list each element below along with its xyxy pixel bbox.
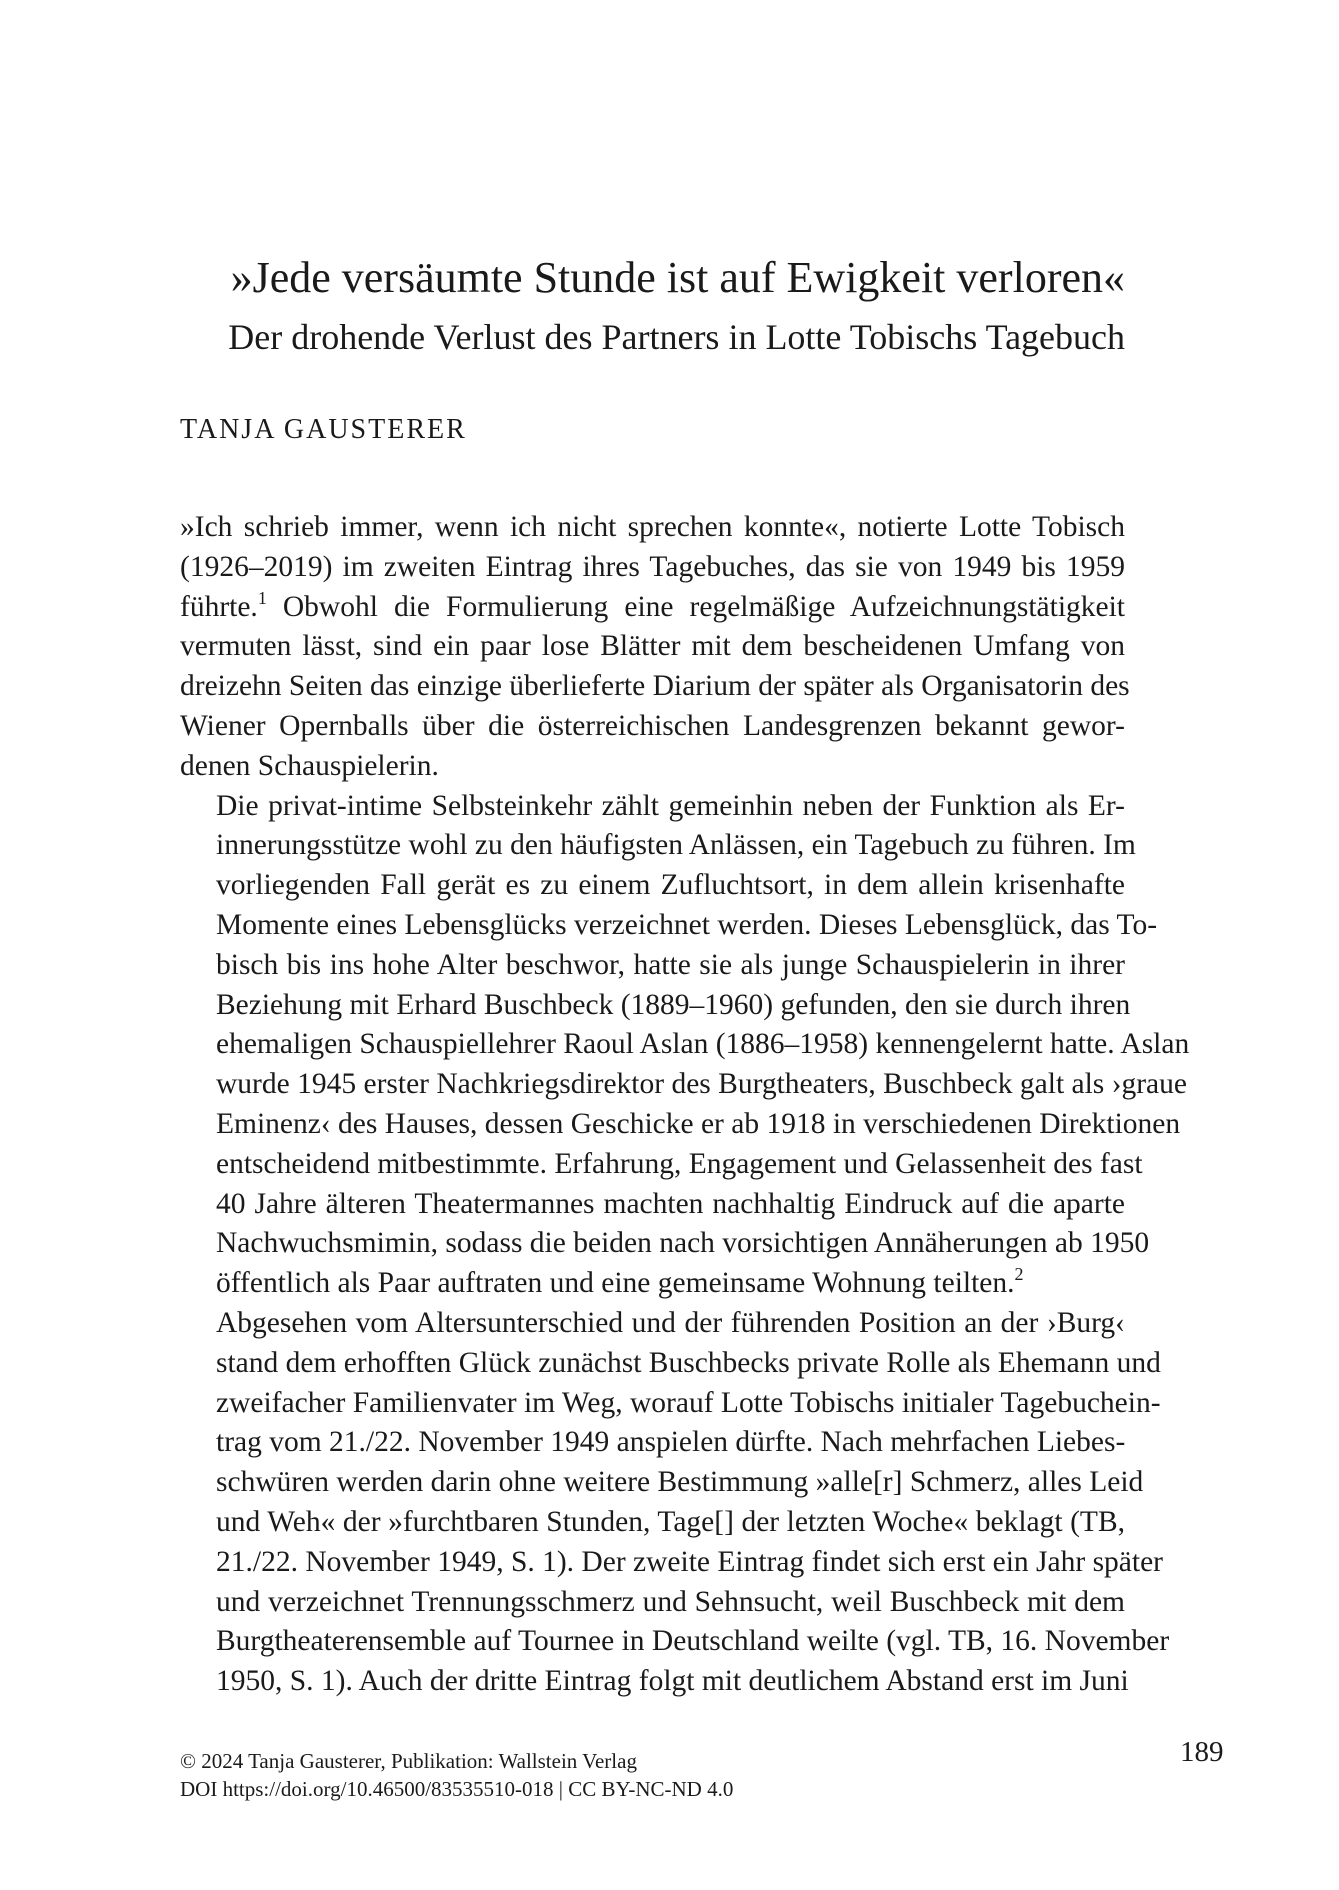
text-line: 1950, S. 1). Auch der dritte Eintrag folgt mit deutlichem Abstand erst im Juni xyxy=(216,1665,1129,1698)
paragraph-1 xyxy=(180,508,1130,787)
text-line xyxy=(180,1264,1125,1304)
text-line: Nachwuchsmimin, sodass die beiden nach vorsichtigen Annäherungen ab 1950 xyxy=(216,1227,1150,1260)
paragraph-3 xyxy=(180,1304,1170,1702)
text-line: und verzeichnet Trennungsschmerz und Sehnsucht, weil Buschbeck mit dem xyxy=(216,1585,1125,1618)
text-line: bisch bis ins hohe Alter beschwor, hatte sie als junge Schauspielerin in ihrer xyxy=(216,948,1125,981)
text-line: »Ich schrieb immer, wenn ich nicht sprechen konnte«, notierte Lotte Tobisch xyxy=(180,511,1125,543)
text-line: entscheidend mitbestimmte. Erfahrung, Engagement und Gelassenheit des fast xyxy=(216,1147,1143,1180)
text-line: wurde 1945 erster Nachkriegsdirektor des Burgtheaters, Buschbeck galt als ›graue xyxy=(216,1068,1187,1101)
text-line: trag vom 21./22. November 1949 anspielen dürfte. Nach mehrfachen Liebes- xyxy=(216,1426,1126,1459)
author-name: TANJA GAUSTERER xyxy=(180,414,467,445)
copyright-notice: © 2024 Tanja Gausterer, Publikation: Wallstein Verlag xyxy=(180,1749,637,1773)
text-line: (1926–2019) im zweiten Eintrag ihres Tagebuches, das sie von 1949 bis 1959 xyxy=(180,550,1125,583)
text-fragment: Obwohl die Formulierung eine regelmäßige Aufzeichnungstätigkeit xyxy=(266,590,1125,623)
text-line: Die privat-intime Selbsteinkehr zählt gemeinhin neben der Funktion als Er- xyxy=(216,789,1125,822)
doi-license[interactable]: DOI https://doi.org/10.46500/83535510-018 | CC BY-NC-ND 4.0 xyxy=(180,1777,734,1801)
article-body xyxy=(180,508,1190,1702)
page-number: 189 xyxy=(1180,1736,1224,1768)
text-line: 21./22. November 1949, S. 1). Der zweite Eintrag findet sich erst ein Jahr später xyxy=(216,1545,1164,1578)
article-title: »Jede versäumte Stunde ist auf Ewigkeit verloren« xyxy=(230,253,1125,302)
footnote-marker[interactable]: 1 xyxy=(257,587,267,608)
text-line: zweifacher Familienvater im Weg, worauf Lotte Tobischs initialer Tagebuchein- xyxy=(216,1386,1161,1419)
text-line: Abgesehen vom Altersunterschied und der führenden Position an der ›Burg‹ xyxy=(216,1306,1125,1339)
text-line: denen Schauspielerin. xyxy=(180,749,439,782)
text-fragment: führte. xyxy=(180,590,258,623)
text-line: dreizehn Seiten das einzige überlieferte Diarium der später als Organisatorin des xyxy=(180,670,1130,703)
text-line: schwüren werden darin ohne weitere Bestimmung »alle[r] Schmerz, alles Leid xyxy=(216,1466,1144,1499)
text-line: Wiener Opernballs über die österreichischen Landesgrenzen bekannt gewor- xyxy=(180,709,1125,742)
text-line: stand dem erhofften Glück zunächst Buschbecks private Rolle als Ehemann und xyxy=(216,1346,1161,1379)
text-line: Burgtheaterensemble auf Tournee in Deutschland weilte (vgl. TB, 16. November xyxy=(216,1625,1170,1658)
footnote-marker[interactable]: 2 xyxy=(1014,1264,1024,1285)
paragraph-2 xyxy=(180,787,1190,1304)
text-fragment: öffentlich als Paar auftraten und eine gemeinsame Wohnung teilten. xyxy=(216,1267,1015,1300)
text-line: 40 Jahre älteren Theatermannes machten nachhaltig Eindruck auf die aparte xyxy=(216,1187,1125,1220)
text-line: und Weh« der »furchtbaren Stunden, Tage[] der letzten Woche« beklagt (TB, xyxy=(216,1505,1125,1538)
text-line: Beziehung mit Erhard Buschbeck (1889–1960) gefunden, den sie durch ihren xyxy=(216,988,1131,1021)
text-line: vorliegenden Fall gerät es zu einem Zufluchtsort, in dem allein krisenhafte xyxy=(216,869,1125,902)
article-subtitle: Der drohende Verlust des Partners in Lotte Tobischs Tagebuch xyxy=(228,317,1125,357)
text-line: vermuten lässt, sind ein paar lose Blätter mit dem bescheidenen Umfang von xyxy=(180,630,1125,663)
footer xyxy=(180,1747,733,1803)
text-line: Eminenz‹ des Hauses, dessen Geschicke er ab 1918 in verschiedenen Direktionen xyxy=(216,1107,1181,1140)
text-line xyxy=(180,588,1125,628)
text-line: Momente eines Lebensglücks verzeichnet werden. Dieses Lebensglück, das To- xyxy=(216,908,1158,941)
text-line: innerungsstütze wohl zu den häufigsten Anlässen, ein Tagebuch zu führen. Im xyxy=(216,829,1136,862)
text-line: ehemaligen Schauspiellehrer Raoul Aslan (1886–1958) kennengelernt hatte. Aslan xyxy=(216,1028,1190,1061)
